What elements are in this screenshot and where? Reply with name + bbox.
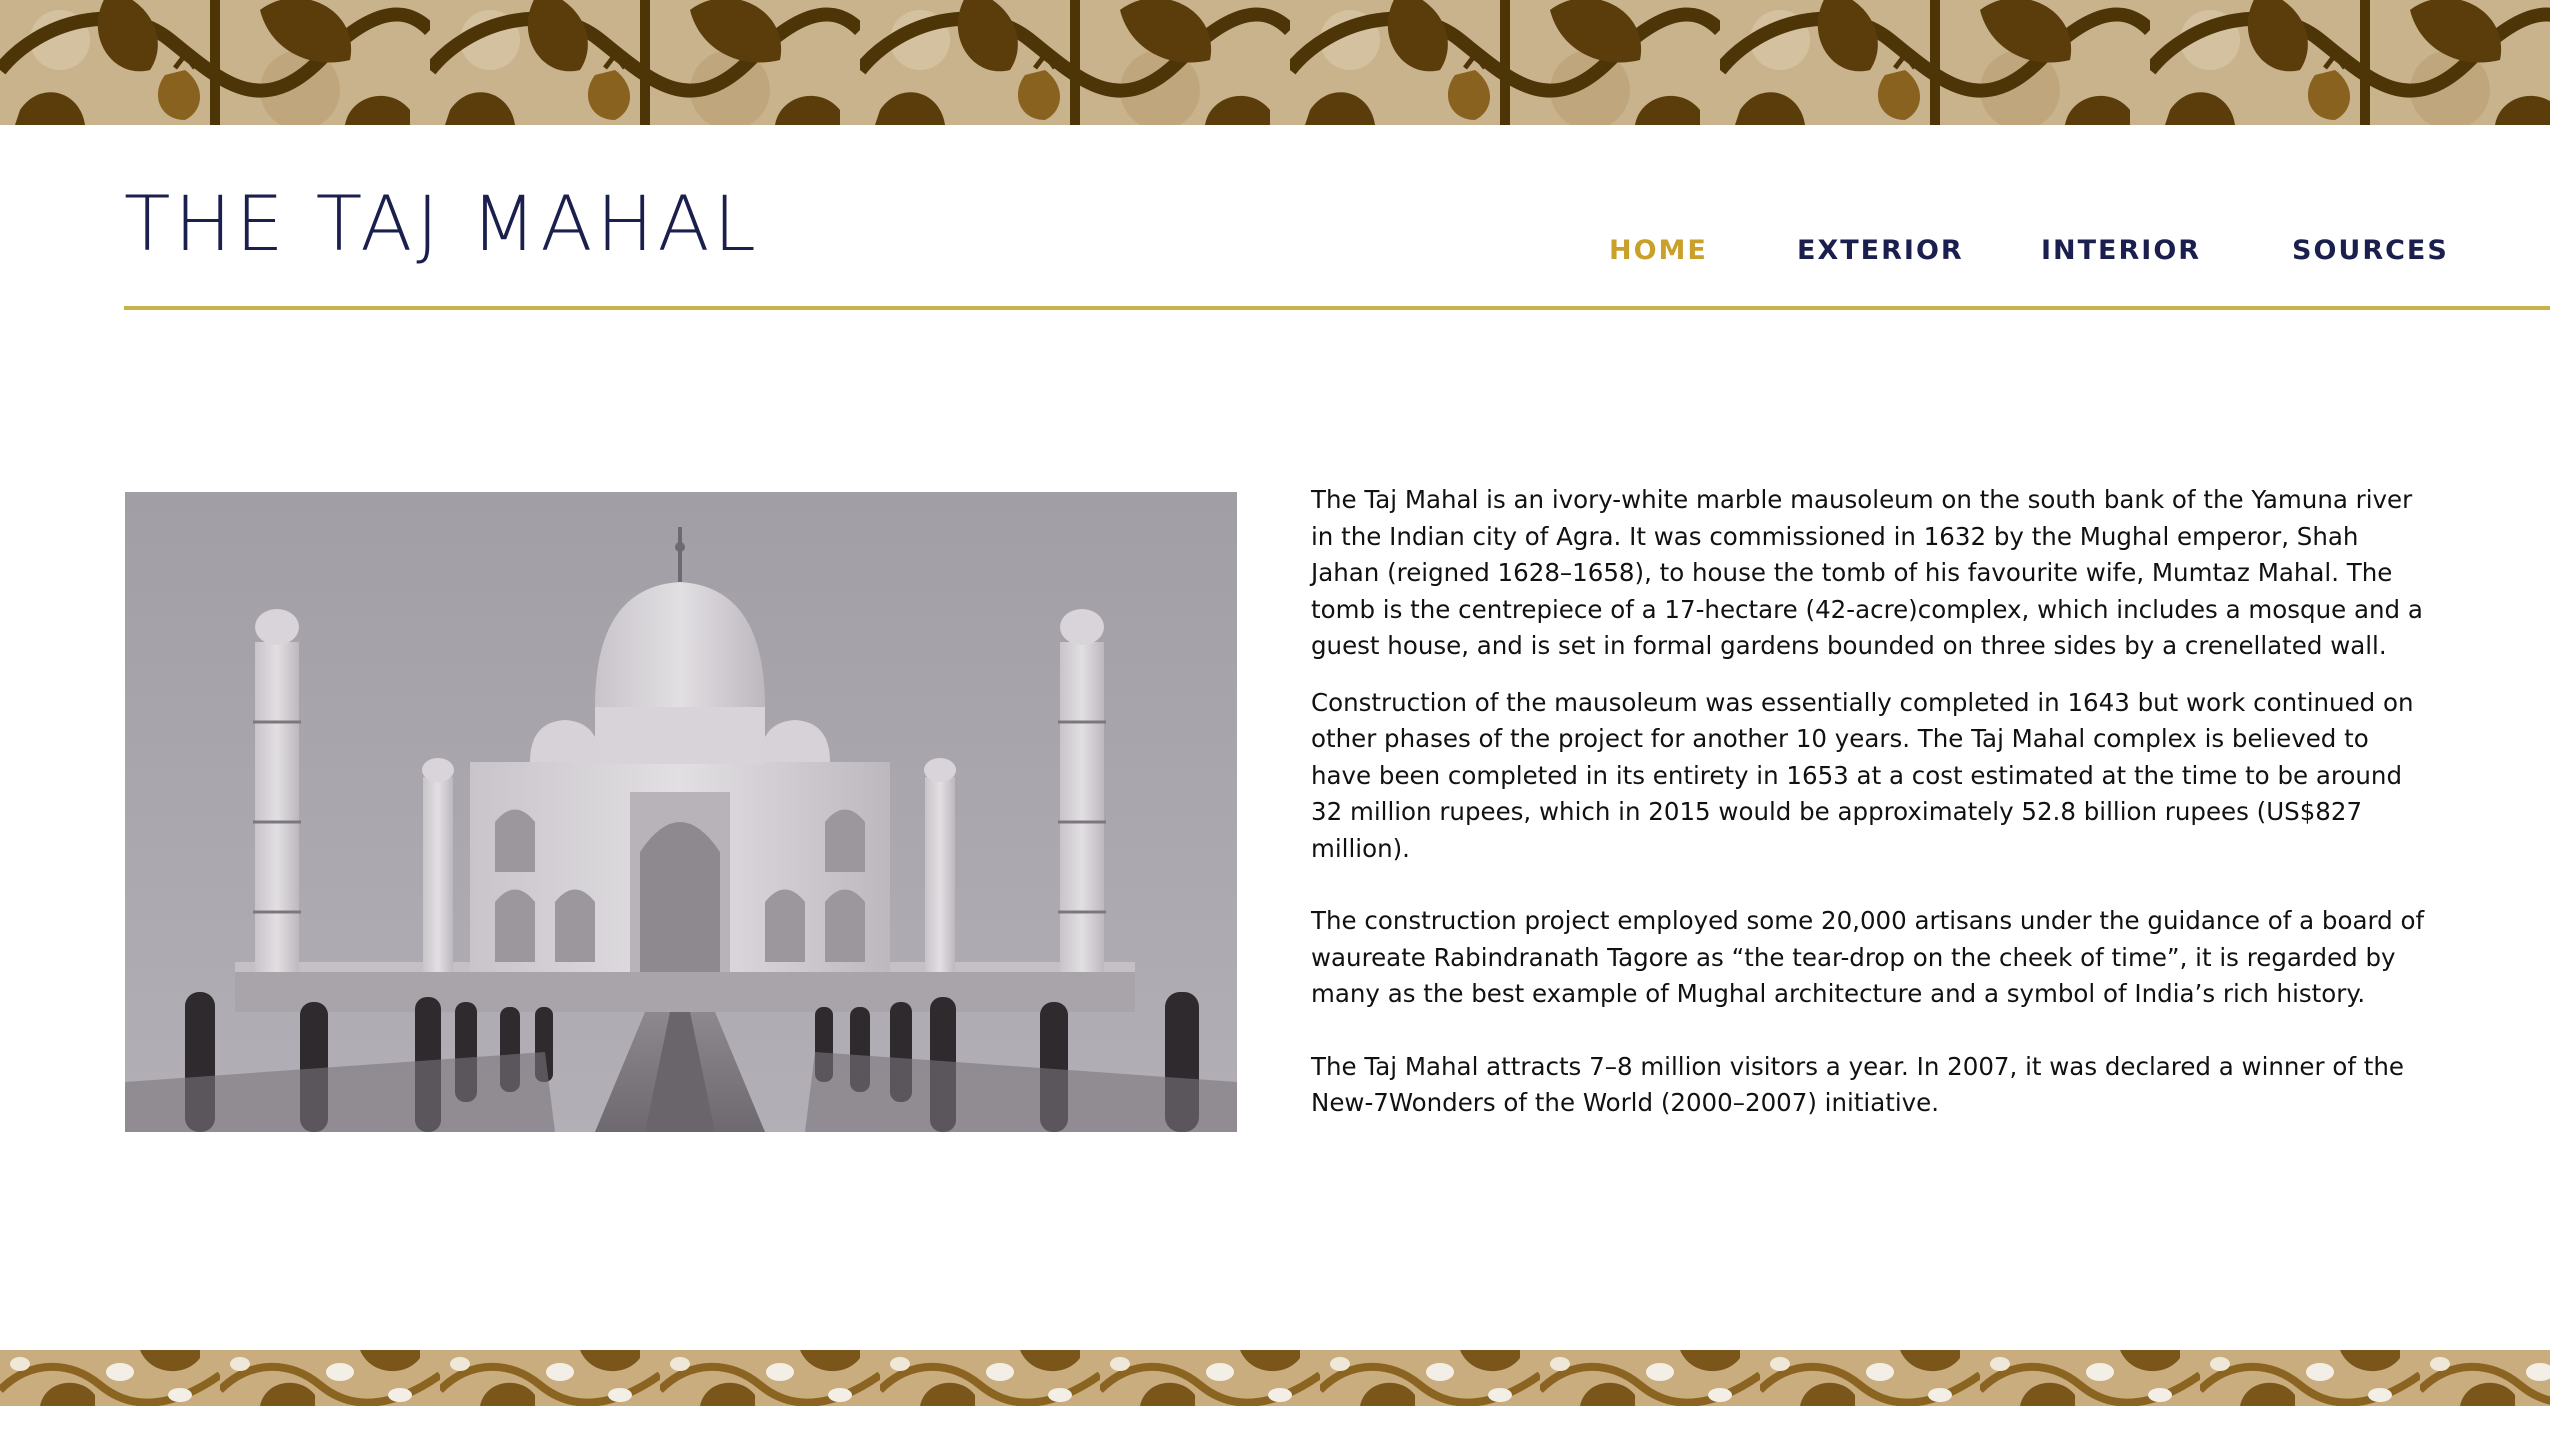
nav-item-exterior[interactable]: EXTERIOR bbox=[1797, 235, 1964, 266]
main-content bbox=[1311, 482, 2426, 1122]
paragraph-construction: Construction of the mausoleum was essentially completed in 1643 but work continued on other phases of the project for another 10 years. The Taj Mahal complex is believed to have been completed in its entirety in 1653 at a cost estimated at the time to be around 32 million rupees, which in 2015 would be approximately 52.8 billion rupees (US$827 million). bbox=[1311, 687, 2414, 863]
nav-item-home[interactable]: HOME bbox=[1609, 235, 1708, 266]
nav-item-sources[interactable]: SOURCES bbox=[2292, 235, 2449, 266]
floral-border-icon bbox=[0, 1350, 2550, 1406]
taj-mahal-photo bbox=[125, 492, 1237, 1132]
page-title: THE TAJ MAHAL bbox=[124, 179, 760, 268]
taj-mahal-icon bbox=[125, 492, 1237, 1132]
paragraph-artisans: The construction project employed some 20,000 artisans under the guidance of a board of waureate Rabindranath Tagore as “the tear-drop on the cheek of time”, it is regarded by many as the best example of Mughal architecture and a symbol of India’s rich history. bbox=[1311, 906, 2425, 1008]
top-floral-banner bbox=[0, 0, 2550, 125]
paragraph-intro: The Taj Mahal is an ivory-white marble mausoleum on the south bank of the Yamuna river in the Indian city of Agra. It was commissioned in 1632 by the Mughal emperor, Shah Jahan (reigned 1628–1658), to house the tomb of his favourite wife, Mumtaz Mahal. The tomb is the centrepiece of a 17-hectare (42-acre)complex, which includes a mosque and a guest house, and is set in formal gardens bounded on three sides by a crenellated wall. bbox=[1311, 485, 2423, 660]
main-nav bbox=[0, 235, 2550, 275]
header-divider bbox=[124, 306, 2550, 310]
floral-inlay-icon bbox=[0, 0, 2550, 125]
bottom-floral-banner bbox=[0, 1350, 2550, 1406]
paragraph-visitors: The Taj Mahal attracts 7–8 million visitors a year. In 2007, it was declared a winner of the New-7Wonders of the World (2000–2007) initiative. bbox=[1311, 1051, 2404, 1117]
nav-item-interior[interactable]: INTERIOR bbox=[2041, 235, 2202, 266]
